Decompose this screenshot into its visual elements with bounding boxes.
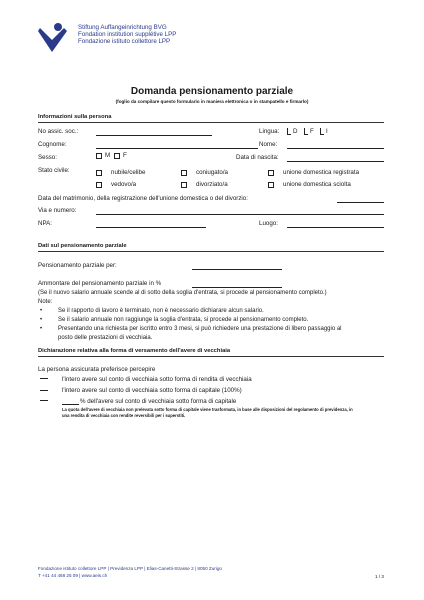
- option-capitale-checkbox[interactable]: [40, 390, 48, 391]
- org-line-de: Stiftung Auffangeinrichtung BVG: [78, 24, 167, 31]
- note-bullet-3-cont: posto delle prestazioni di vecchiaia.: [58, 335, 153, 341]
- label-sesso: Sesso:: [38, 154, 57, 161]
- lingua-f-label: F: [310, 128, 314, 135]
- percent-field[interactable]: [62, 404, 79, 405]
- lingua-i-checkbox[interactable]: [320, 128, 324, 135]
- label-no-assic: No assic. soc.:: [38, 128, 79, 135]
- sesso-m-label: M: [105, 152, 111, 159]
- section-personal-heading: Informazioni sulla persona: [38, 114, 112, 120]
- label-luogo: Luogo:: [259, 220, 278, 227]
- label-intro: La persona assicurata preferisce percepire: [38, 366, 156, 373]
- note-label: Note:: [38, 299, 53, 305]
- civil-coniugato-checkbox[interactable]: [181, 170, 187, 176]
- lingua-f-checkbox[interactable]: [304, 128, 308, 135]
- civil-vedovo-checkbox[interactable]: [96, 182, 102, 188]
- label-via: Via e numero:: [38, 207, 77, 214]
- civil-sciolta-checkbox[interactable]: [268, 182, 274, 188]
- note-bullet-3: Presentando una richiesta per iscritto entro 3 mesi, si può richiedere una prestazione di libero passaggio al: [58, 326, 342, 332]
- section-divider: [38, 251, 384, 252]
- lingua-d-checkbox[interactable]: [287, 128, 291, 135]
- section-pensionamento-heading: Dati sul pensionamento parziale: [38, 243, 127, 249]
- page-number: 1 / 3: [375, 574, 384, 579]
- data-matrimonio-field[interactable]: [337, 202, 384, 203]
- civil-nubile-label: nubile/celibe: [111, 169, 146, 176]
- civil-nubile-checkbox[interactable]: [96, 170, 102, 176]
- npa-field[interactable]: [96, 227, 206, 228]
- civil-vedovo-label: vedovo/a: [111, 181, 137, 188]
- no-assic-field[interactable]: [96, 135, 212, 136]
- civil-registrata-label: unione domestica registrata: [283, 169, 360, 176]
- label-lingua: Lingua:: [259, 128, 280, 135]
- fineprint: [62, 407, 353, 418]
- footer-address: Fondazione istituto collettore LPP | Previdenza LPP | Elias-Canetti-Strasse 2 | 8050 Zurigo: [38, 566, 222, 571]
- lingua-i-label: I: [326, 128, 328, 135]
- label-cognome: Cognome:: [38, 141, 67, 148]
- section-versamento-heading: Dichiarazione relativa alla forma di versamento dell'avere di vecchiaia: [38, 348, 231, 354]
- option-rendita-label: l'intero avere sul conto di vecchiaia sotto forma di rendita di vecchiaia: [62, 376, 252, 383]
- sesso-m-checkbox[interactable]: [96, 153, 102, 159]
- page-title: Domanda pensionamento parziale: [130, 86, 294, 97]
- option-parziale-label: % dell'avere sul conto di vecchiaia sotto forma di capitale: [80, 398, 237, 405]
- bullet-dot: •: [40, 317, 43, 323]
- label-data-matrimonio: Data del matrimonio, della registrazione dell'unione domestica o del divorzio:: [38, 195, 248, 202]
- footer-contact: T +41 44 468 25 09 | www.aeis.ch: [38, 572, 108, 578]
- org-line-fr: Fondation institution supplétive LPP: [78, 31, 177, 38]
- luogo-field[interactable]: [287, 227, 384, 228]
- civil-divorziato-checkbox[interactable]: [181, 182, 187, 188]
- ammontare-note: (Se il nuovo salario annuale scende al di sotto della soglia d'entrata, si procede al pensionamento completo.): [38, 290, 327, 296]
- civil-sciolta-label: unione domestica sciolta: [283, 181, 351, 188]
- ammontare-field[interactable]: [192, 287, 282, 288]
- label-data-nascita: Data di nascita:: [236, 154, 279, 161]
- pensionamento-per-field[interactable]: [192, 269, 282, 270]
- civil-registrata-checkbox[interactable]: [268, 170, 274, 176]
- footer: [38, 566, 222, 579]
- section-divider: [38, 122, 384, 123]
- logo-icon: [38, 22, 72, 54]
- label-stato-civile: Stato civile:: [38, 167, 70, 174]
- org-line-it: Fondazione istituto collettore LPP: [78, 38, 171, 45]
- sesso-f-checkbox[interactable]: [114, 153, 120, 159]
- civil-coniugato-label: coniugato/a: [196, 169, 228, 176]
- note-bullet-2: Se il salario annuale non raggiunge la soglia d'entrata, si procede al pensionamento completo.: [58, 317, 309, 323]
- cognome-field[interactable]: [96, 148, 258, 149]
- org-name: [78, 24, 176, 45]
- label-nome: Nome:: [259, 141, 278, 148]
- nome-field[interactable]: [287, 148, 384, 149]
- fineprint-line-1: La quota dell'avere di vecchiaia non prelevata sotto forma di capitale viene trasformata, in base alle disposizioni del regolamento di previdenza, in: [62, 407, 353, 412]
- bullet-dot: •: [40, 308, 43, 314]
- section-divider: [38, 356, 384, 357]
- via-field[interactable]: [96, 214, 384, 215]
- civil-divorziato-label: divorziato/a: [196, 181, 228, 188]
- note-bullet-1: Se il rapporto di lavoro è terminato, non è necessario dichiarare alcun salario.: [58, 308, 264, 314]
- option-parziale-checkbox[interactable]: [40, 400, 48, 401]
- sesso-f-label: F: [123, 152, 127, 159]
- page-subtitle: (foglio da compilare questo formulario in maniera elettronica o in stampatello e firmarlo): [115, 99, 309, 104]
- data-nascita-field[interactable]: [287, 161, 384, 162]
- label-ammontare: Ammontare del pensionamento parziale in %: [38, 280, 162, 287]
- lingua-d-label: D: [293, 128, 298, 135]
- fineprint-line-2: una rendita di vecchiaia con rendite reversibili per i superstiti.: [62, 412, 186, 418]
- label-npa: NPA:: [38, 220, 52, 227]
- option-capitale-label: l'intero avere sul conto di vecchiaia sotto forma di capitale (100%): [62, 387, 242, 394]
- label-pensionamento-per: Pensionamento parziale per:: [38, 262, 117, 269]
- bullet-dot: •: [40, 326, 43, 332]
- option-rendita-checkbox[interactable]: [40, 378, 48, 379]
